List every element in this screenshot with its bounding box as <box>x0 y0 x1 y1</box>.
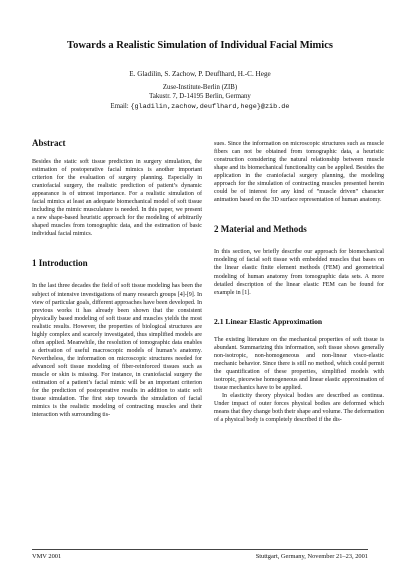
linear-elastic-paragraph-2: In elasticity theory physical bodies are described as continua. Under impact of outer forces physical bodies are deformed which means that they change both their shape and volume. The deformation of a physical body is completely described if the dis- <box>214 392 384 424</box>
footer-divider <box>32 549 368 550</box>
affiliation <box>0 83 400 112</box>
introduction-heading: 1 Introduction <box>32 258 88 269</box>
linear-elastic-paragraph-1: The existing literature on the mechanical properties of soft tissue is abundant. Summarizing this information, soft tissue shows generally non-isotropic, non-homogeneous and non-linear visco-elastic mechanic behavior. Since there is still no method, which could permit the quantification of these properties, simplified models with isotropic, piecewise homogeneous and linear elastic approximation of tissue mechanics have to be applied. <box>214 336 384 391</box>
footer-location-date: Stuttgart, Germany, November 21–23, 2001 <box>255 553 368 560</box>
introduction-continued-paragraph: sues. Since the information on microscopic structures such as muscle fibers can not be obtained from tomographic data, a heuristic construction considering the natural relationship between muscle shape and its biomechanical functionality can be applied. Besides the application in the craniofacial surgery planning, the modeling approach for the simulation of contracting muscles presented herein could be of interest for any kind of ”muscle driven” character animation based on the 3D surface representation of human anatomy. <box>214 141 384 204</box>
material-methods-paragraph: In this section, we briefly describe our approach for biomechanical modeling of facial soft tissue with embedded muscles that bases on the linear elastic finite element methods (FEM) and geometrical modeling of human anatomy from tomographic data sets. A more detailed description of the linear elastic FEM can be found for example in [1]. <box>214 249 384 296</box>
address: Takustr. 7, D-14195 Berlin, Germany <box>149 93 251 101</box>
linear-elastic-heading: 2.1 Linear Elastic Approximation <box>214 316 323 326</box>
abstract-heading: Abstract <box>32 138 66 148</box>
authors: E. Gladilin, S. Zachow, P. Deuflhard, H.-C. Hege <box>129 70 271 78</box>
paper-title: Towards a Realistic Simulation of Individual Facial Mimics <box>67 40 333 51</box>
email-label: Email: <box>110 102 129 110</box>
email-address: {gladilin,zachow,deuflhard,hege}@zib.de <box>130 102 290 111</box>
material-methods-heading: 2 Material and Methods <box>214 224 307 235</box>
email-line <box>0 102 400 112</box>
abstract-text: Besides the static soft tissue prediction in surgery simulation, the estimation of postoperative facial mimics is another important criterion for the evaluation of surgery planning. Especially in craniofacial surgery, the realistic prediction of patient’s dynamic appearance is of utmost importance. For a realistic simulation of facial mimics at least an adequate biomechanical model of soft tissue including the mimic musculature is needed. In this paper, we present a new shape-based heuristic approach for the modeling of arbitrarily shaped muscles from tomographic data, and the estimation of basic individual facial mimics. <box>32 159 202 238</box>
left-column <box>32 138 202 419</box>
institute: Zuse-Institute-Berlin (ZIB) <box>162 84 238 91</box>
right-column <box>214 140 384 424</box>
introduction-paragraph: In the last three decades the field of soft tissue modeling has been the subject of intensive investigations of many research groups [4]-[9]. In view of particular goals, different approaches have been developed. In previous works it has already been shown that the consistent physically based modeling of soft tissue and muscles yields the most realistic results. However, the properties of biological structures are highly complex and scarcely investigated, thus simplified models are often applied. Meanwhile, the resolution of tomographic data enables a derivation of useful macroscopic models of human’s anatomy. Nevertheless, the information on microscopic structures needed for advanced soft tissue modeling of fiber-reinforced tissues such as muscle or skin is missing. For instance, in craniofacial surgery the estimation of a patient’s facial mimic will be an important criterion for the prediction of postoperative results in addition to static soft tissue simulation. The first step towards the simulation of facial mimics is the realistic modeling of contracting muscles and their interaction with surrounding tis- <box>32 283 202 419</box>
footer-conference: VMV 2001 <box>32 553 62 560</box>
